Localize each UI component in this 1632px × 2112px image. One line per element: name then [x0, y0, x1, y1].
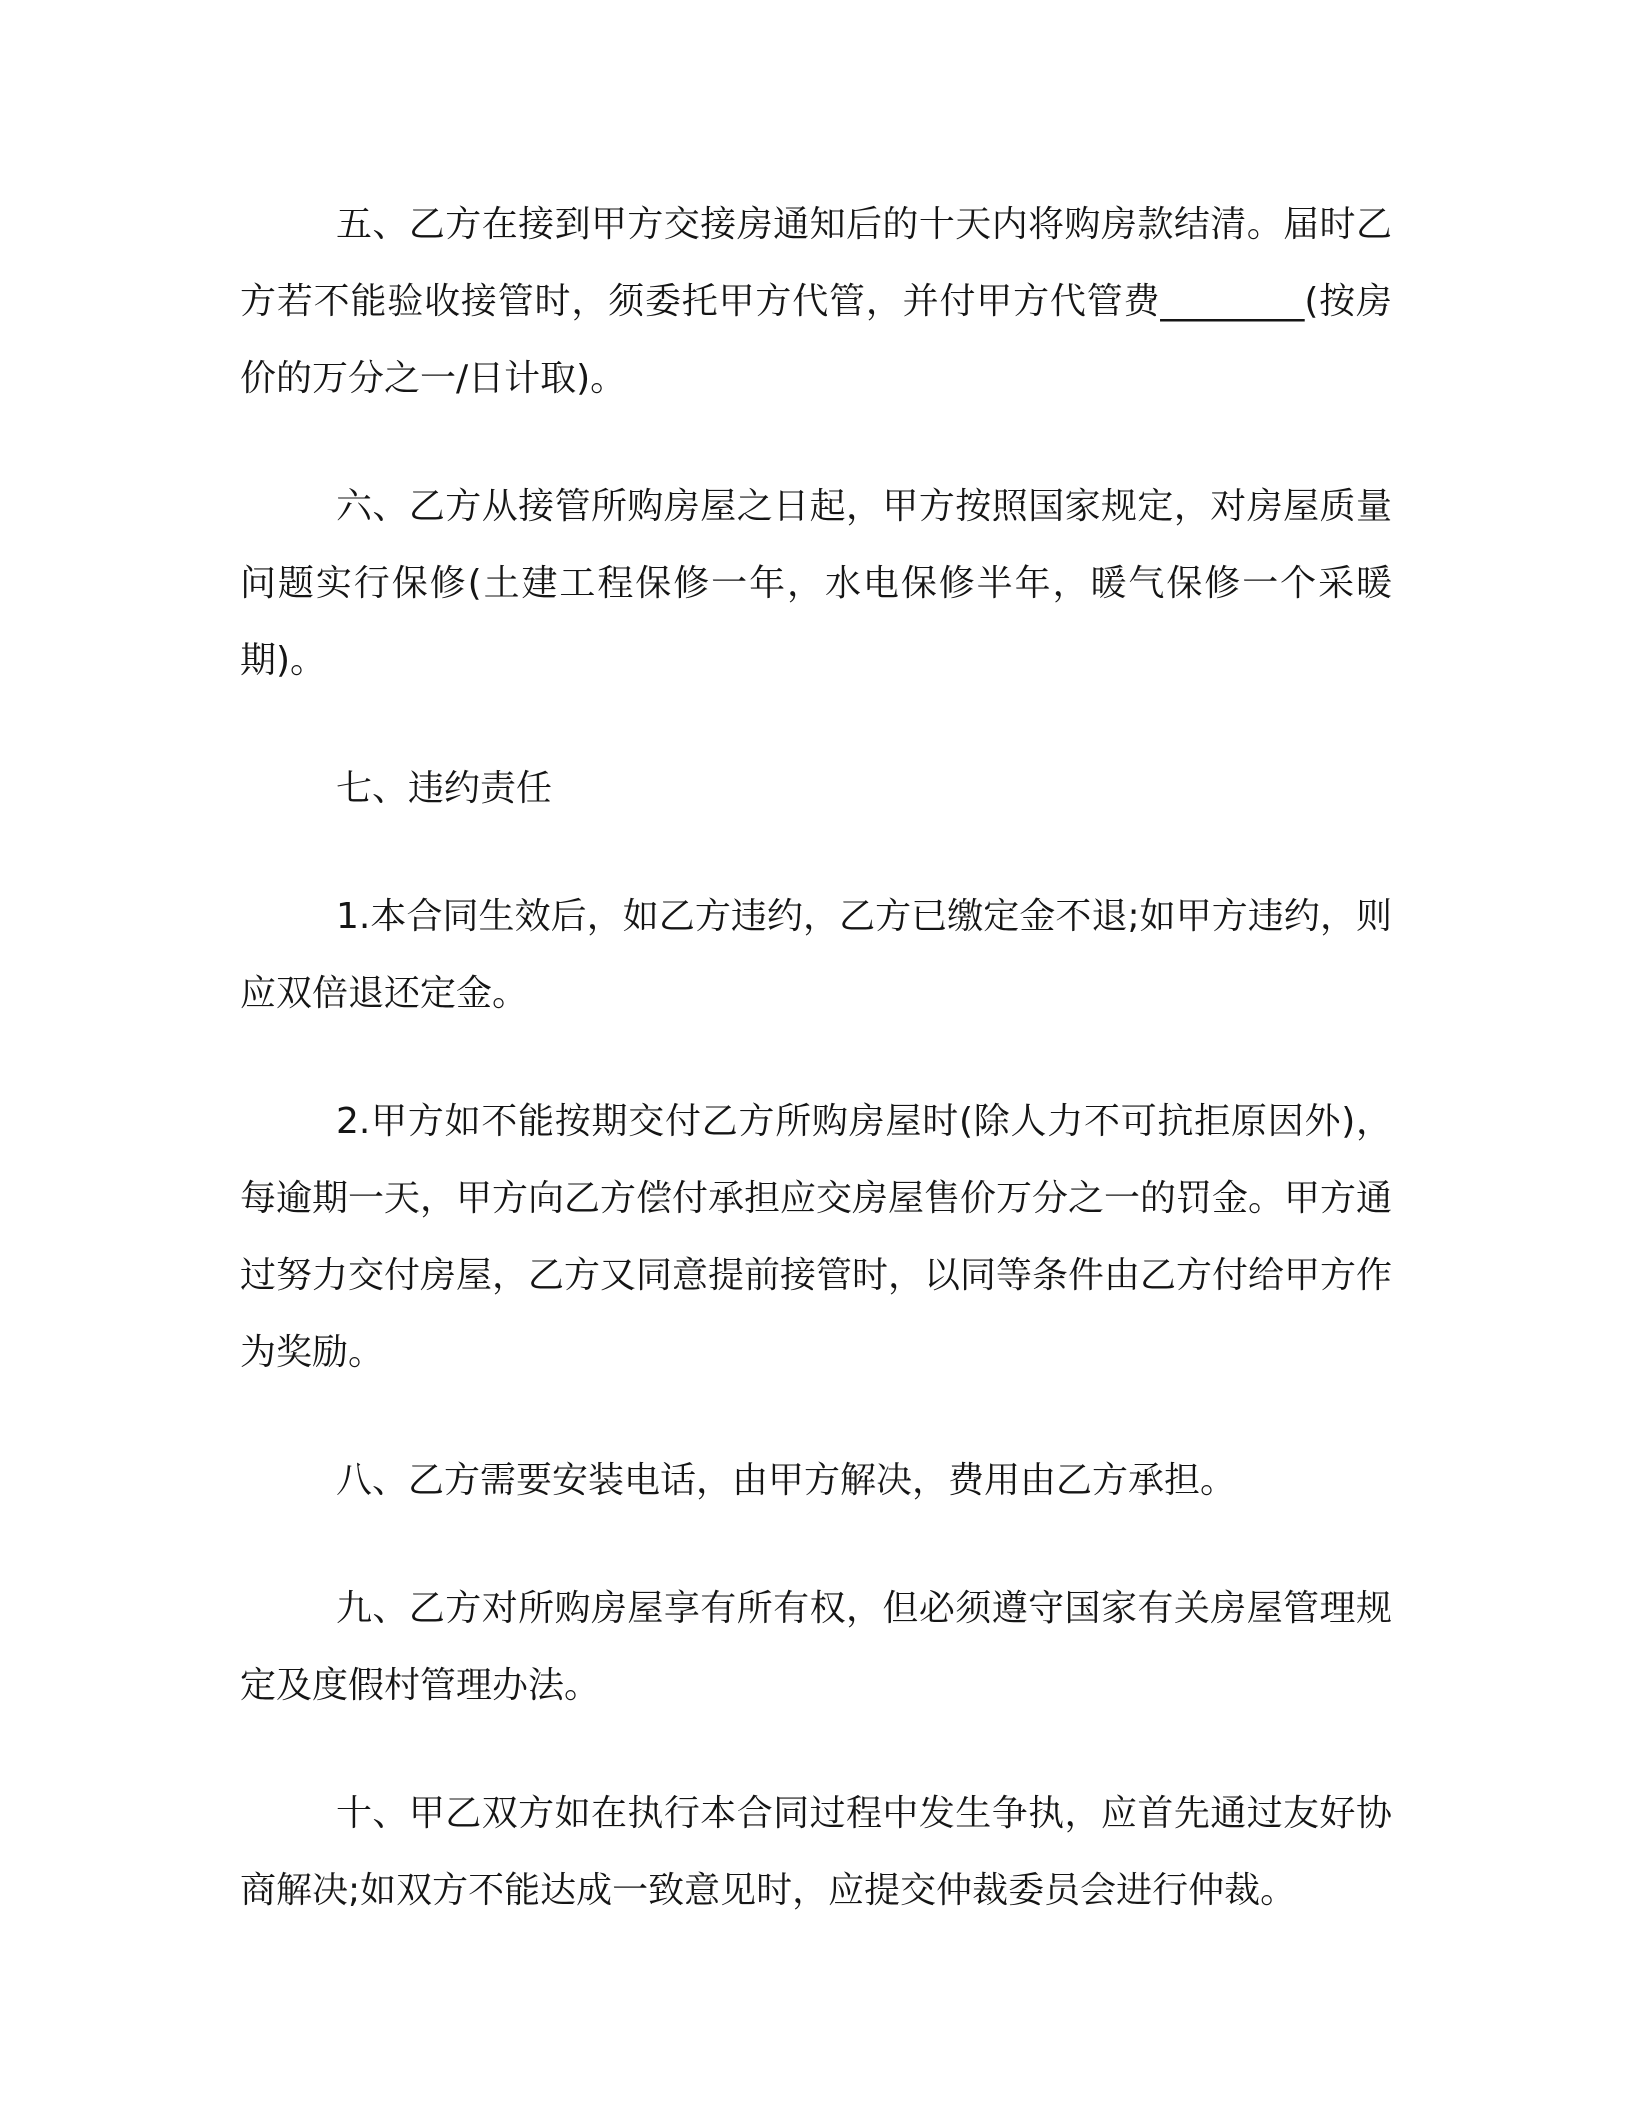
clause-5-paragraph: 五、乙方在接到甲方交接房通知后的十天内将购房款结清。届时乙方若不能验收接管时，须委托甲方代管，并付甲方代管费________(按房价的万分之一/日计取)。 [240, 204, 1392, 399]
clause-7-heading: 七、违约责任 [336, 768, 553, 809]
clause-10-paragraph: 十、甲乙双方如在执行本合同过程中发生争执，应首先通过友好协商解决;如双方不能达成一致意见时，应提交仲裁委员会进行仲裁。 [240, 1793, 1392, 1911]
clause-8-paragraph: 八、乙方需要安装电话，由甲方解决，费用由乙方承担。 [336, 1460, 1237, 1501]
clause-7-item-2: 2.甲方如不能按期交付乙方所购房屋时(除人力不可抗拒原因外)，每逾期一天，甲方向乙方偿付承担应交房屋售价万分之一的罚金。甲方通过努力交付房屋，乙方又同意提前接管时，以同等条件由乙方付给甲方作为奖励。 [240, 1101, 1393, 1373]
clause-9-paragraph: 九、乙方对所购房屋享有所有权，但必须遵守国家有关房屋管理规定及度假村管理办法。 [240, 1588, 1392, 1706]
clause-7-item-1: 1.本合同生效后，如乙方违约，乙方已缴定金不退;如甲方违约，则应双倍退还定金。 [240, 896, 1392, 1014]
clause-6-paragraph: 六、乙方从接管所购房屋之日起，甲方按照国家规定，对房屋质量问题实行保修(土建工程保修一年，水电保修半年，暖气保修一个采暖期)。 [240, 486, 1392, 681]
contract-body [240, 186, 1392, 1929]
